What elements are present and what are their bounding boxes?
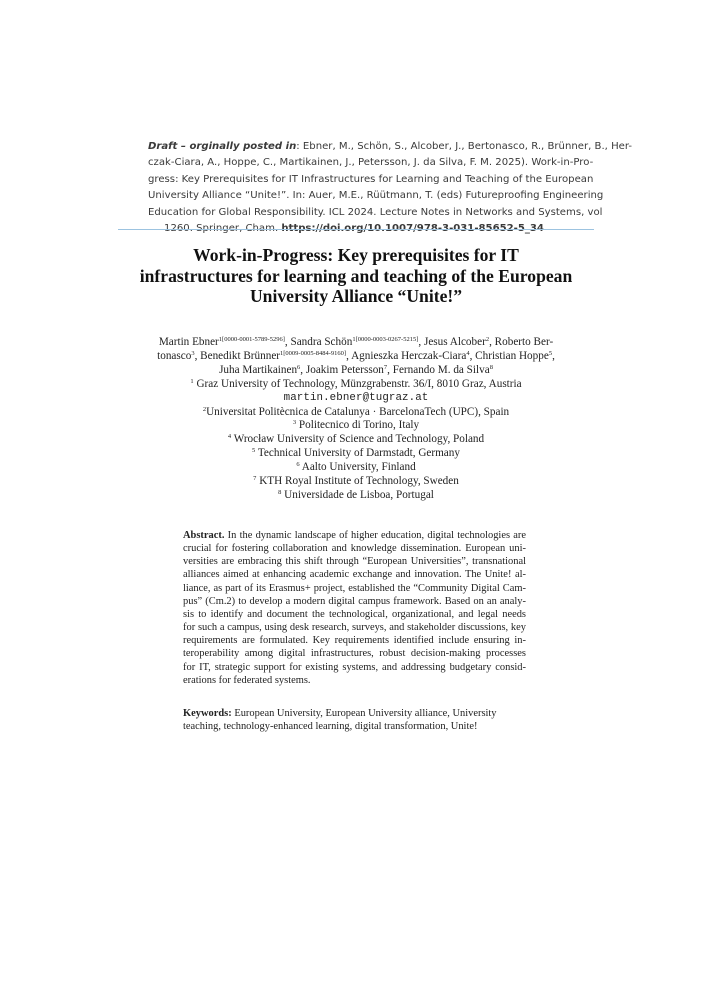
abstract-line: for IT, strategic support for existing systems, and addressing budgetary consid-: [183, 661, 526, 673]
affil-mark: 8: [278, 488, 282, 496]
author-affil-mark: 4: [466, 349, 470, 357]
affil-mark: 4: [227, 433, 232, 441]
author-name: Juha Martikainen: [219, 363, 298, 376]
affil-text: Wrocław University of Science and Technology, Poland: [231, 433, 485, 446]
author-line: [118, 364, 594, 378]
author-affil-mark: 2: [485, 336, 490, 343]
title-line: University Alliance “Unite!”: [249, 286, 463, 306]
author-block: [118, 336, 594, 503]
affiliation: [118, 433, 594, 447]
affil-text: Technical University of Darmstadt, Germany: [255, 447, 460, 460]
abstract-line: for such a campus, using desk research, surveys, and stakeholder discussions, key: [183, 622, 526, 634]
draft-note-line: czak-Ciara, A., Hoppe, C., Martikainen, J., Petersson, J. da Silva, F. M. 2025). Work-in-Pro-: [148, 157, 594, 169]
draft-note-lead: Draft – orginally posted in: [148, 141, 297, 152]
title-line: Work-in-Progress: Key prerequisites for IT: [193, 245, 519, 265]
author-name: , Roberto Ber-: [489, 336, 554, 348]
header-divider: [118, 229, 594, 230]
affiliation: [118, 489, 594, 503]
draft-note-line: University Alliance “Unite!”. In: Auer, M.E., Rüütmann, T. (eds) Futureproofing Engineering: [148, 190, 604, 202]
affil-mark: 6: [296, 461, 300, 469]
contact-email[interactable]: martin.ebner@tugraz.at: [283, 391, 429, 404]
abstract-line: sis to identify and document the technological, organizational, and legal needs: [183, 608, 526, 620]
affiliation: [118, 447, 594, 461]
abstract-line: crucial for fostering collaboration and knowledge dissemination. European uni-: [183, 543, 526, 555]
keywords-label: Keywords:: [183, 708, 232, 719]
affil-text: Universitat Politècnica de Catalunya · BarcelonaTech (UPC), Spain: [206, 405, 510, 418]
affil-text: Aalto University, Finland: [299, 461, 416, 474]
author-name: , Fernando M. da Silva: [387, 363, 490, 376]
draft-note-line: Education for Global Responsibility. ICL 2024. Lecture Notes in Networks and Systems, vol: [148, 206, 603, 218]
keywords: [183, 707, 526, 733]
abstract-line: liance, as part of its Erasmus+ project, established the “Community Digital Cam-: [183, 582, 526, 594]
author-orcid: 1[0000-0001-5789-5296]: [218, 336, 285, 343]
abstract-line: erations for federated systems.: [183, 674, 311, 686]
affil-mark: 3: [292, 419, 297, 427]
abstract-line: teroperability among digital infrastructures, robust decision-making processes: [183, 648, 526, 660]
affil-mark: 5: [252, 447, 256, 455]
draft-note-line: gress: Key Prerequisites for IT Infrastructures for Learning and Teaching of the European: [148, 173, 594, 185]
abstract-line: alliances aimed at enhancing academic exchange and innovation. The Unite! al-: [183, 569, 526, 581]
author-affil-mark: 6: [297, 363, 301, 371]
affil-text: Politecnico di Torino, Italy: [296, 419, 420, 432]
author-name: tonasco: [157, 349, 192, 362]
draft-citation-note: [148, 139, 633, 237]
affil-mark: 1: [190, 377, 194, 385]
author-line: [118, 336, 594, 350]
author-name: , Agnieszka Herczak-Ciara: [346, 349, 467, 362]
affiliation: [118, 378, 594, 392]
author-orcid: 1[0009-0005-8484-9160]: [280, 349, 347, 357]
author-orcid: 1[0000-0003-0267-5215]: [352, 336, 419, 343]
author-affil-mark: 7: [383, 363, 388, 371]
abstract-line: pus” (Cm.2) to develop a modern digital campus framework. Based on an analy-: [183, 595, 526, 607]
affil-text: Graz University of Technology, Münzgrabenstr. 36/I, 8010 Graz, Austria: [193, 377, 522, 390]
draft-note-line: : Ebner, M., Schön, S., Alcober, J., Bertonasco, R., Brünner, B., Her-: [296, 141, 633, 152]
author-name: , Christian Hoppe: [469, 349, 549, 362]
paper-title: [118, 245, 594, 307]
affiliation: [118, 406, 594, 420]
author-affil-mark: 3: [191, 349, 195, 357]
keywords-line: European University, European University alliance, University: [231, 708, 497, 719]
author-line: tonasco$^3$, Benedikt Brünner$^{1[0009-0005-8484-9160]}$, Agnieszka Herczak-Ciara$^4$, Christian Hoppe$^5$,: [157, 349, 555, 362]
author-name: , Sandra Schön: [284, 336, 353, 348]
keywords-line: teaching, technology-enhanced learning, digital transformation, Unite!: [183, 721, 478, 733]
abstract-line: In the dynamic landscape of higher education, digital technologies are: [224, 530, 526, 541]
abstract-line: requirements are formulated. Key requirements identified include ensuring in-: [183, 635, 526, 647]
affiliation: [118, 461, 594, 475]
abstract: [183, 529, 526, 687]
author-name: , Jesus Alcober: [418, 336, 486, 348]
author-affil-mark: 8: [489, 363, 493, 371]
abstract-label: Abstract.: [183, 530, 225, 541]
affil-mark: 2: [202, 405, 207, 413]
author-name: , Joakim Petersson: [300, 363, 384, 376]
title-line: infrastructures for learning and teaching of the European: [139, 265, 573, 286]
author-name: Martin Ebner: [158, 336, 219, 348]
affiliation: [118, 419, 594, 433]
author-name: , Benedikt Brünner: [194, 349, 281, 362]
author-affil-mark: 5: [548, 349, 553, 357]
affil-text: KTH Royal Institute of Technology, Sweden: [256, 475, 459, 488]
affil-mark: 7: [253, 475, 257, 483]
affil-text: Universidade de Lisboa, Portugal: [281, 488, 434, 501]
abstract-line: versities are embracing this shift through “European Universities”, transnational: [183, 556, 526, 568]
affiliation: [118, 475, 594, 489]
